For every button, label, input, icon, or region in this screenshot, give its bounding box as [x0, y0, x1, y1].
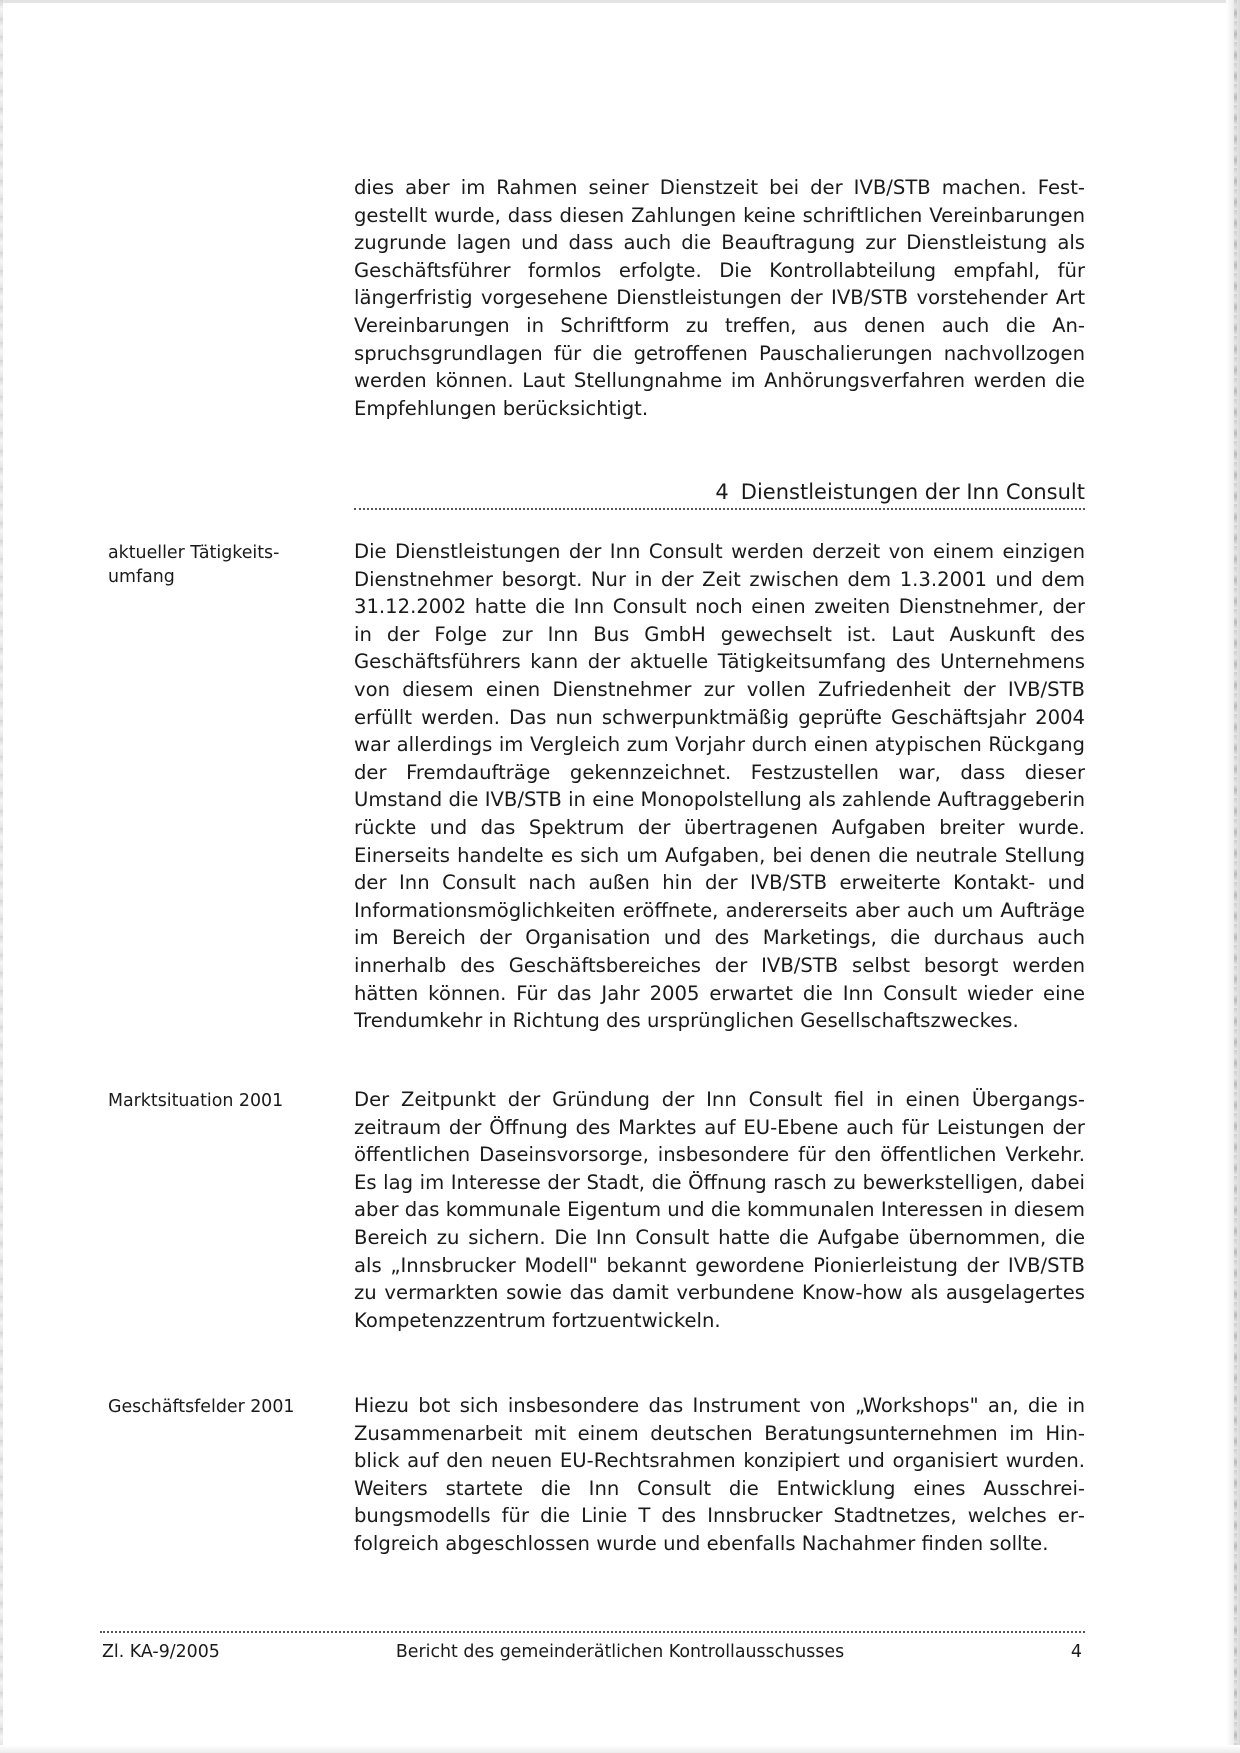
- scan-edge-bottom: [0, 1745, 1240, 1753]
- scan-edge-left: [0, 0, 3, 1753]
- margin-note-taetigkeitsumfang: aktueller Tätigkeits-umfang: [108, 543, 280, 587]
- footer-rule: [100, 1631, 1085, 1633]
- margin-note-marktsituation: Marktsituation 2001: [108, 1091, 284, 1111]
- footer-title: Bericht des gemeinderätlichen Kontrollausschusses: [395, 1642, 845, 1662]
- footer-reference: Zl. KA-9/2005: [102, 1642, 220, 1662]
- intro-paragraph: dies aber im Rahmen seiner Dienstzeit bei der IVB/STB machen. Festgestellt wurde, dass diesen Zahlungen keine schriftlichen Vereinbarungen zugrunde lagen und dass auch die Beauftragung zur Dienstleistung als Geschäftsführer formlos erfolgte. Die Kontrollabteilung empfahl, für längerfristig vorgesehene Dienstleistungen der IVB/STB vorstehender Art Vereinbarungen in Schriftform zu treffen, aus denen auch die Anspruchsgrundlagen für die getroffenen Pauschalierungen nachvollzogen werden können. Laut Stellungnahme im Anhörungsverfahren werden die Empfehlungen berücksichtigt.: [354, 176, 1085, 420]
- scan-edge-right: [1226, 0, 1240, 1753]
- page-number: 4: [1070, 1642, 1082, 1662]
- margin-note-geschaeftsfelder: Geschäftsfelder 2001: [108, 1397, 295, 1417]
- paragraph-marktsituation: Der Zeitpunkt der Gründung der Inn Consult fiel in einen Übergangszeitraum der Öffnung des Marktes auf EU-Ebene auch für Leistungen der öffentlichen Daseinsvorsorge, insbesondere für den öffentlichen Verkehr. Es lag im Interesse der Stadt, die Öffnung rasch zu bewerkstelligen, dabei aber das kommunale Eigentum und die kommunalen Interessen in diesem Bereich zu sichern. Die Inn Consult hatte die Aufgabe übernommen, die als „Innsbrucker Modell" bekannt gewordene Pionierleistung der IVB/STB zu vermarkten sowie das damit verbundene Know-how als ausgelagertes Kompetenzzentrum fortzuentwickeln.: [354, 1088, 1085, 1332]
- paragraph-geschaeftsfelder: Hiezu bot sich insbesondere das Instrument von „Workshops" an, die in Zusammenarbeit mit einem deutschen Beratungsunternehmen im Hinblick auf den neuen EU-Rechtsrahmen konzipiert und organisiert wurden. Weiters startete die Inn Consult die Entwicklung eines Ausschreibungsmodells für die Linie T des Innsbrucker Stadtnetzes, welches erfolgreich abgeschlossen wurde und ebenfalls Nachahmer finden sollte.: [354, 1394, 1085, 1555]
- paragraph-taetigkeitsumfang: Die Dienstleistungen der Inn Consult werden derzeit von einem einzigen Dienstnehmer besorgt. Nur in der Zeit zwischen dem 1.3.2001 und dem 31.12.2002 hatte die Inn Consult noch einen zweiten Dienstnehmer, der in der Folge zur Inn Bus GmbH gewechselt ist. Laut Auskunft des Geschäftsführers kann der aktuelle Tätigkeitsumfang des Unternehmens von diesem einen Dienstnehmer zur vollen Zufriedenheit der IVB/STB erfüllt werden. Das nun schwerpunktmäßig geprüfte Geschäftsjahr 2004 war allerdings im Vergleich zum Vorjahr durch einen atypischen Rückgang der Fremdaufträge gekennzeichnet. Festzustellen war, dass dieser Umstand die IVB/STB in eine Monopolstellung als zahlende Auftraggeberin rückte und das Spektrum der übertragenen Aufgaben breiter wurde. Einerseits handelte es sich um Aufgaben, bei denen die neutrale Stellung der Inn Consult nach außen hin der IVB/STB erweiterte Kontakt- und Informationsmöglichkeiten eröffnete, andererseits aber auch um Aufträge im Bereich der Organisation und des Marketings, die durchaus auch innerhalb des Geschäftsbereiches der IVB/STB selbst besorgt werden hätten können. Für das Jahr 2005 erwartet die Inn Consult wieder eine Trendumkehr in Richtung des ursprünglichen Gesellschaftszweckes.: [354, 540, 1085, 1033]
- section-title: Dienstleistungen der Inn Consult: [740, 480, 1085, 504]
- section-number: 4: [715, 480, 729, 504]
- section-heading: [354, 475, 1085, 510]
- scan-edge-top: [0, 0, 1240, 3]
